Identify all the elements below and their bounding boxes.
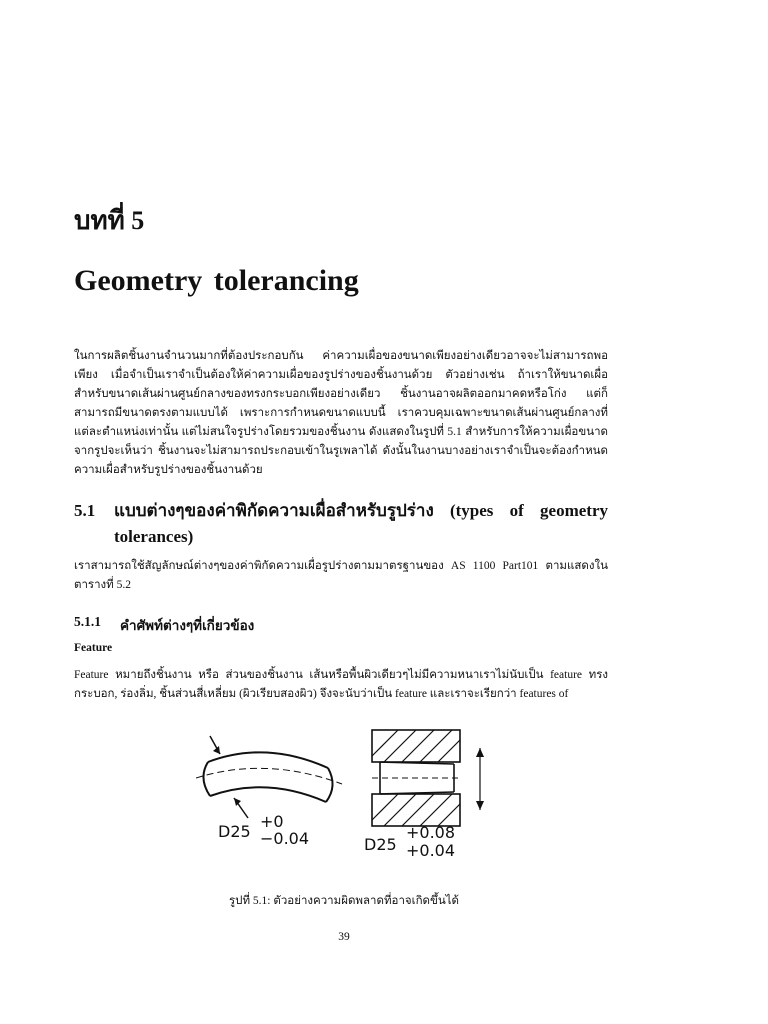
figure-caption: รูปที่ 5.1: ตัวอย่างความผิดพลาดที่อาจเกิดขึ้นได้	[229, 895, 459, 907]
term-heading: Feature	[74, 642, 113, 654]
right-dimension-lower: +0.04	[406, 841, 456, 860]
subsection-title: คำศัพท์ต่างๆที่เกี่ยวข้อง	[120, 618, 255, 633]
chapter-title: Geometry tolerancing	[74, 264, 359, 297]
page-number: 39	[338, 931, 350, 943]
feature-definition-paragraph: Feature หมายถึงชิ้นงาน หรือ ส่วนของชิ้นงาน เส้นหรือพื้นผิวเดียวๆไม่มีความหนาเราไม่นับเป็น feature ทรงกระบอก, ร่องลิ่ม, ชิ้นส่วนสี่เหลี่ยม (ผิวเรียบสองผิว) จึงจะนับว่าเป็น feature และเราจะเรียกว่า features of	[74, 669, 608, 700]
subsection-number: 5.1.1	[74, 614, 101, 629]
chapter-label: บทที่ 5	[74, 206, 145, 235]
right-dimension-upper: +0.08	[406, 823, 456, 842]
section-heading	[74, 498, 608, 550]
section-title: แบบต่างๆของค่าพิกัดความเผื่อสำหรับรูปร่าง (types of geometry tolerances)	[114, 501, 608, 546]
intro-paragraph: ในการผลิตชิ้นงานจำนวนมากที่ต้องประกอบกัน ค่าความเผื่อของขนาดเพียงอย่างเดียวอาจจะไม่สามารถพอเพียง เมื่อจำเป็นเราจำเป็นต้องให้ค่าความเผื่อของรูปร่างของชิ้นงานด้วย ตัวอย่างเช่น ถ้าเราให้ขนาดเผื่อสำหรับขนาดเส้นผ่านศูนย์กลางของทรงกระบอกเพียงอย่างเดียว ชิ้นงานอาจผลิตออกมาคดหรือโก่ง แต่ก็สามารถมีขนาดตรงตามแบบได้ เพราะการกำหนดขนาดแบบนี้ เราควบคุมเฉพาะขนาดเส้นผ่านศูนย์กลางที่แต่ละตำแหน่งเท่านั้น แต่ไม่สนใจรูปร่างโดยรวมของชิ้นงาน ดังแสดงในรูปที่ 5.1 สำหรับการให้ความเผื่อขนาด จากรูปจะเห็นว่า ชิ้นงานจะไม่สามารถประกอบเข้าในรูเพลาได้ ดังนั้นในงานบางอย่างเราจำเป็นจะต้องกำหนดความเผื่อสำหรับรูปร่างของชิ้นงานด้วย	[74, 350, 608, 476]
figure-5-1	[196, 726, 506, 866]
figure-drawing	[196, 726, 506, 866]
hole-section-drawing	[372, 730, 484, 826]
left-dimension-upper: +0	[260, 812, 284, 831]
bent-shaft-drawing	[196, 736, 342, 818]
right-dimension-base: D25	[364, 835, 397, 854]
section-intro-paragraph: เราสามารถใช้สัญลักษณ์ต่างๆของค่าพิกัดความเผื่อรูปร่างตามมาตรฐานของ AS 1100 Part101 ตามแสดงในตารางที่ 5.2	[74, 560, 608, 591]
left-dimension-base: D25	[218, 822, 251, 841]
section-number: 5.1	[74, 501, 96, 520]
left-dimension-lower: −0.04	[260, 829, 310, 848]
subsection-heading	[74, 614, 254, 636]
